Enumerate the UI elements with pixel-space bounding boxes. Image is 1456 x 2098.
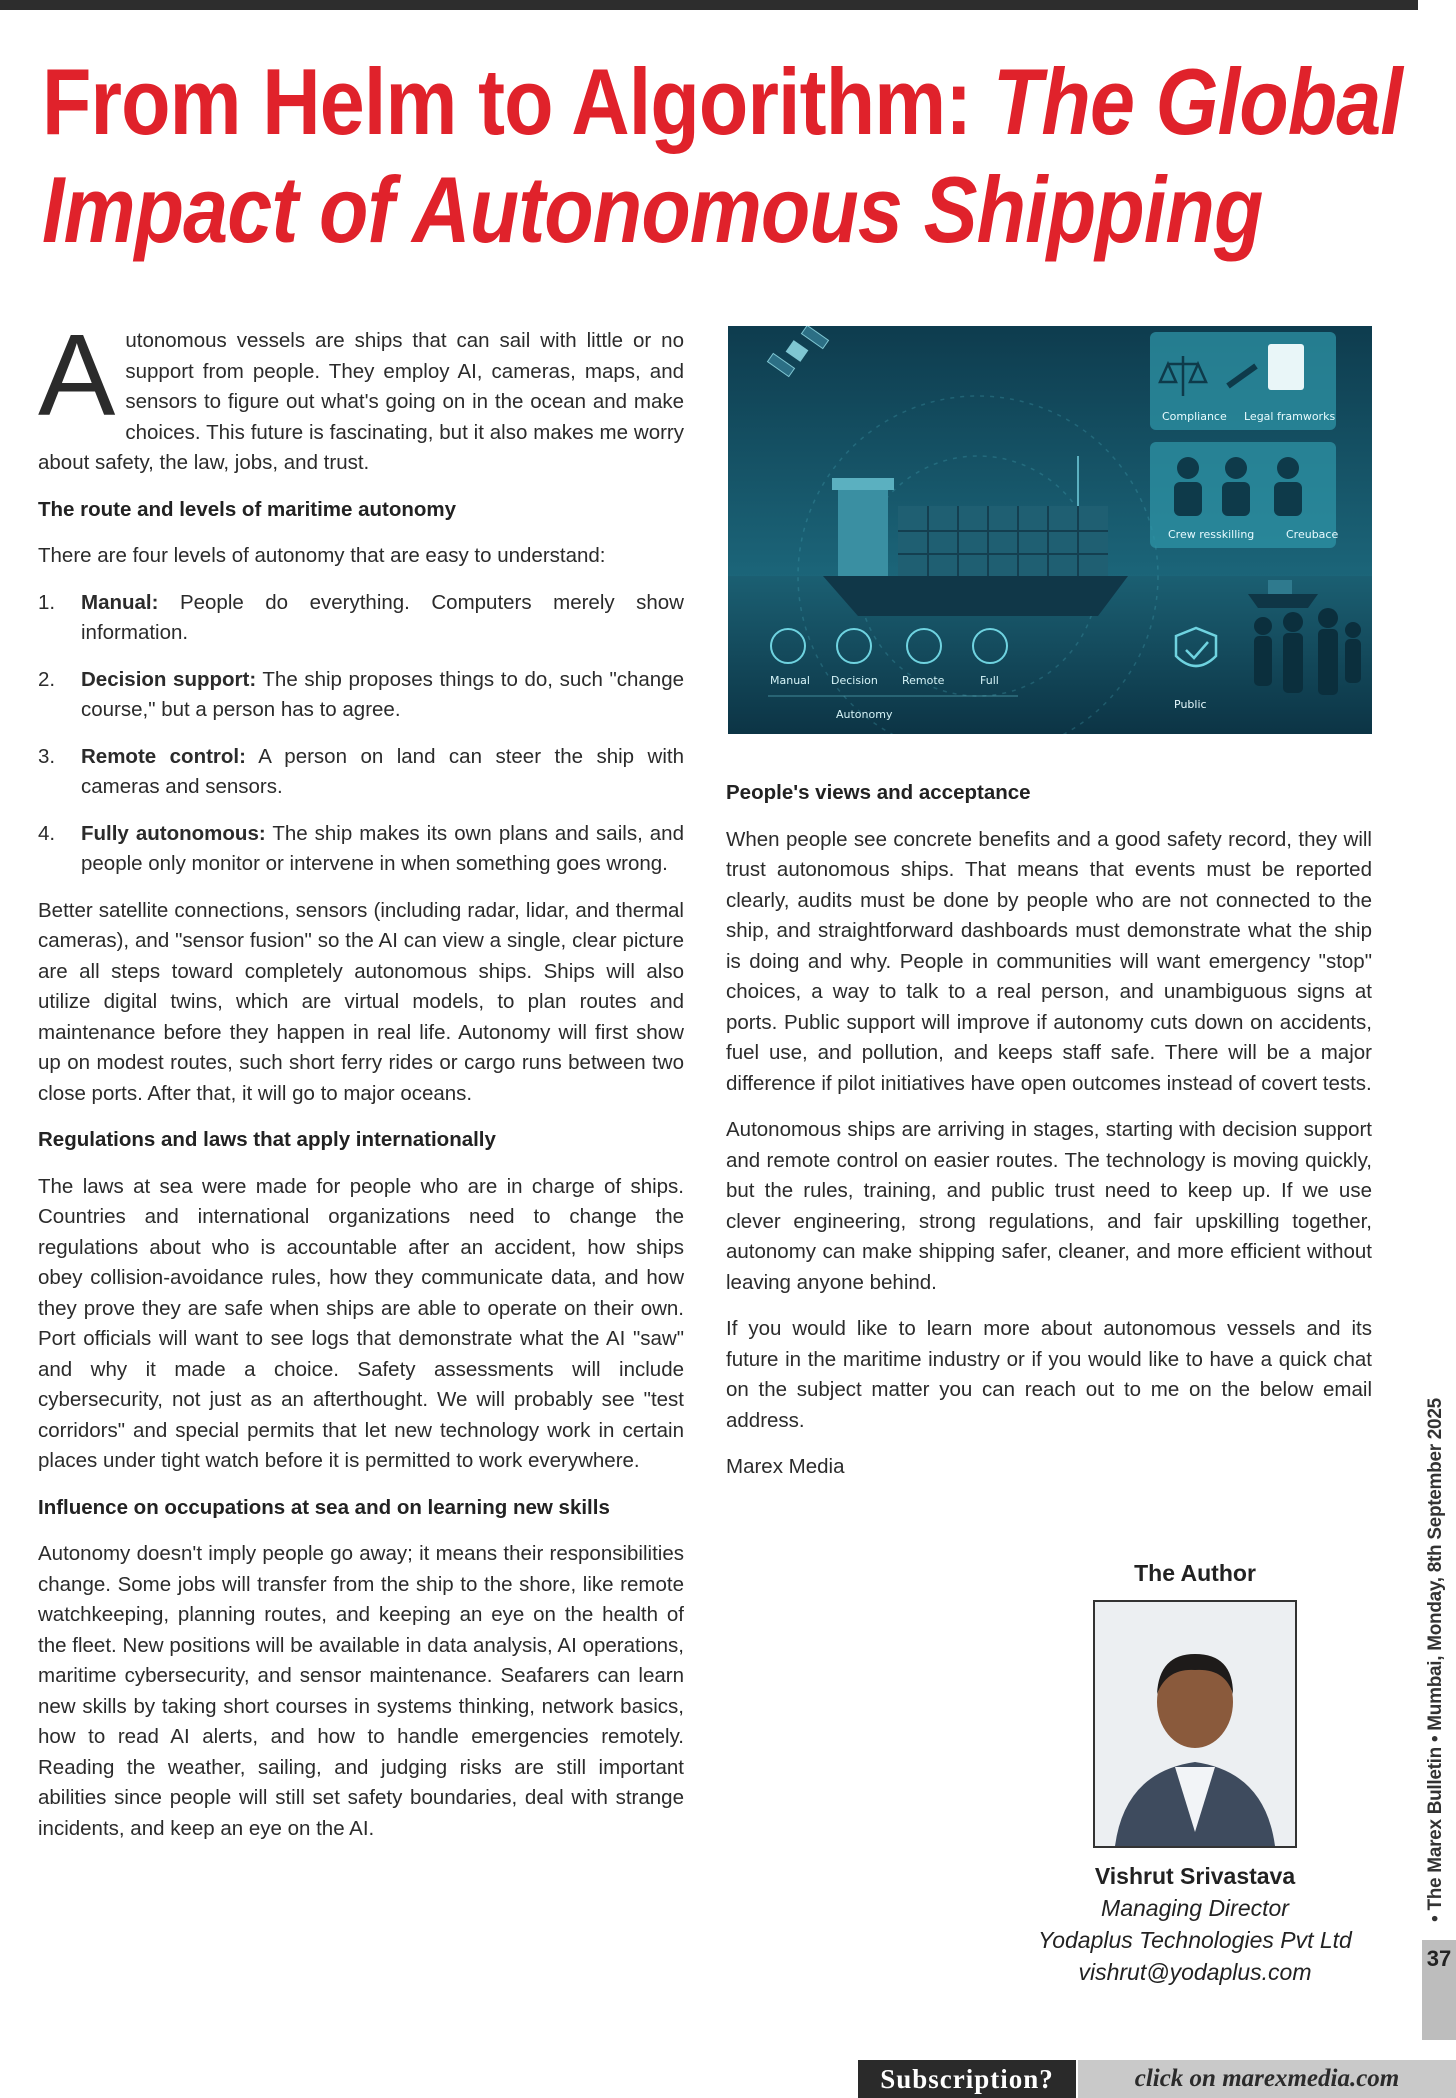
list-number: 2.: [38, 667, 56, 691]
autonomous-shipping-illustration: [728, 326, 1372, 734]
title-regular: From Helm to Algorithm:: [42, 49, 993, 154]
crew-panel: [1150, 442, 1338, 548]
label-legal: Legal framworks: [1244, 410, 1336, 423]
list-item: [38, 588, 684, 649]
intro-text: utonomous vessels are ships that can sail with little or no support from people. They employ AI, cameras, maps, and sensors to figure out what's going on in the ocean and make choices. This future is fascinating, but it also makes me worry about safety, the law, jobs, and trust.: [38, 329, 684, 474]
subscription-label: Subscription?: [858, 2060, 1076, 2098]
label-autonomy: Autonomy: [836, 708, 893, 721]
regulations-heading: Regulations and laws that apply internationally: [38, 1128, 496, 1151]
right-column: [726, 326, 1372, 1499]
page-number: 37: [1426, 1946, 1452, 1971]
list-item: [38, 819, 684, 880]
label-decision: Decision: [831, 674, 878, 687]
occupations-heading: Influence on occupations at sea and on learning new skills: [38, 1495, 610, 1519]
occupations-paragraph: Autonomy doesn't imply people go away; it means their responsibilities change. Some jobs will transfer from the ship to the shore, like remote watchkeeping, planning routes, and keeping an eye on the health of the fleet. New positions will be available in data analysis, AI operations, maritime cybersecurity, and sensor maintenance. Seafarers can learn new skills by taking short courses in systems thinking, network basics, how to read AI alerts, and how to handle emergencies remotely. Reading the weather, sailing, and judging risks are still important abilities since people will still set safety boundaries, deal with strange incidents, and keep an eye on the AI.: [38, 1542, 684, 1840]
views-paragraph-1: When people see concrete benefits and a good safety record, they will trust autonomous ships. That means that events must be reported clearly, audits must be done by people who are not connected to the ship, and straightforward dashboards must demonstrate what the ship is doing and why. People in communities will want emergency "stop" choices, a way to talk to a real person, and unambiguous signs at ports. Public support will improve if autonomy cuts down on accidents, fuel use, and pollution, and keeps staff safe. There will be a major difference if pilot initiatives have open outcomes instead of covert tests.: [726, 827, 1372, 1095]
subscription-link[interactable]: click on marexmedia.com: [1078, 2060, 1456, 2098]
list-number: 3.: [38, 744, 56, 768]
list-item: [38, 665, 684, 726]
label-remote: Remote: [902, 674, 945, 687]
list-item: [38, 742, 684, 803]
levels-heading: The route and levels of maritime autonomy: [38, 497, 457, 521]
author-name: Vishrut Srivastava: [1094, 1863, 1296, 1889]
drop-cap: A: [38, 310, 116, 440]
intro-paragraph: [38, 310, 684, 479]
label-manual: Manual: [770, 674, 810, 687]
list-text: The ship proposes things to do, such "change course," but a person has to agree.: [81, 667, 684, 721]
compliance-panel: [1150, 332, 1336, 430]
author-email: vishrut@yodaplus.com: [1078, 1959, 1312, 1985]
levels-list: [38, 588, 684, 880]
list-text: People do everything. Computers merely show information.: [81, 590, 684, 644]
author-photo: [1093, 1600, 1297, 1848]
label-public: Public: [1174, 698, 1207, 711]
label-compliance: Compliance: [1162, 410, 1227, 423]
list-term: Remote control:: [81, 744, 246, 768]
list-term: Manual:: [81, 590, 159, 614]
side-bulletin-text: [1418, 1380, 1454, 1940]
left-column: [38, 310, 684, 1860]
author-label: The Author: [1134, 1560, 1256, 1586]
title-italic-1: The Global: [992, 49, 1403, 154]
author-role: Managing Director: [1101, 1895, 1289, 1921]
article-title: [42, 48, 1403, 264]
page-number-box: [1422, 1940, 1456, 2040]
views-heading: People's views and acceptance: [726, 781, 1031, 804]
views-paragraph-3: If you would like to learn more about autonomous vessels and its future in the maritime industry or if you would like to have a quick chat on the subject matter you can reach out to me on the below email address.: [726, 1317, 1372, 1432]
views-paragraph-2: Autonomous ships are arriving in stages, starting with decision support and remote control on easier routes. The technology is moving quickly, but the rules, training, and public trust need to keep up. If we use clever engineering, strong regulations, and fair upskilling together, autonomy can make shipping safer, cleaner, and more efficient without leaving anyone behind.: [726, 1118, 1372, 1294]
regulations-paragraph: The laws at sea were made for people who are in charge of ships. Countries and international organizations need to change the regulations about who is accountable after an accident, how ships obey collision-avoidance rules, how they communicate data, and how they prove they are safe when ships are able to operate on their own. Port officials will want to see logs that demonstrate what the AI "saw" and why it made a choice. Safety assessments will include cybersecurity, not just as an afterthought. We will probably see "test corridors" and special permits that let new technology work in certain places under tight watch before it is permitted to work everywhere.: [38, 1174, 684, 1472]
top-rule: [0, 0, 1418, 10]
author-company: Yodaplus Technologies Pvt Ltd: [1038, 1927, 1352, 1953]
list-term: Fully autonomous:: [81, 821, 266, 845]
list-text: The ship makes its own plans and sails, and people only monitor or intervene in when something goes wrong.: [81, 821, 684, 875]
label-full: Full: [980, 674, 999, 687]
list-term: Decision support:: [81, 667, 257, 691]
list-number: 1.: [38, 590, 56, 614]
title-italic-2: Impact of Autonomous Shipping: [42, 157, 1263, 262]
signature: Marex Media: [726, 1455, 845, 1478]
list-number: 4.: [38, 821, 56, 845]
levels-after-paragraph: Better satellite connections, sensors (including radar, lidar, and thermal cameras), and "sensor fusion" so the AI can view a single, clear picture are all steps toward completely autonomous ships. Ships will also utilize digital twins, which are virtual models, to plan routes and maintenance before they happen in real life. Autonomy will first show up on modest routes, such short ferry rides or cargo runs between two close ports. After that, it will go to major oceans.: [38, 898, 684, 1105]
label-creubace: Creubace: [1286, 528, 1339, 541]
list-text: A person on land can steer the ship with cameras and sensors.: [81, 744, 684, 798]
bulletin-dateline: • The Marex Bulletin • Mumbai, Monday, 8th September 2025: [1425, 1398, 1446, 1922]
levels-lead: There are four levels of autonomy that are easy to understand:: [38, 544, 606, 567]
author-block: [1000, 1558, 1390, 1988]
label-crew: Crew resskilling: [1168, 528, 1255, 541]
